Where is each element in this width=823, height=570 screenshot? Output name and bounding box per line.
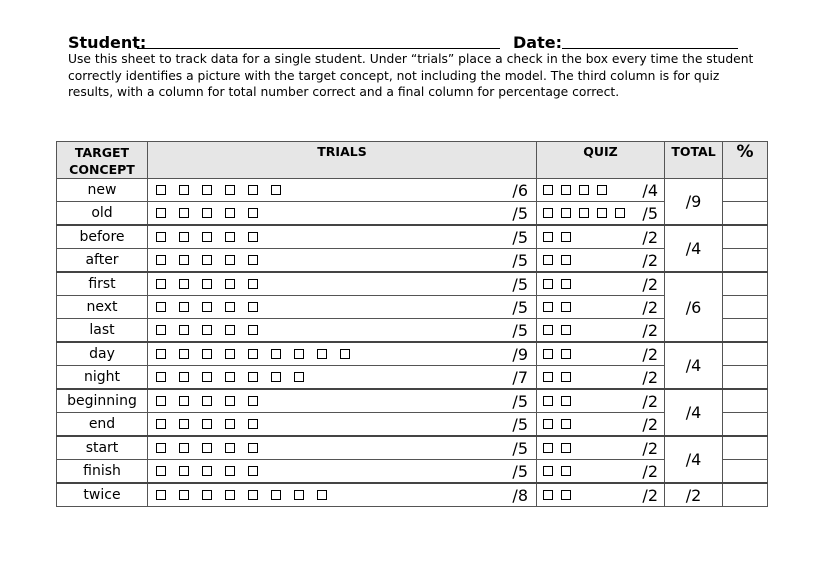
quiz-checkbox[interactable] xyxy=(543,232,553,242)
concept-cell: next xyxy=(57,296,148,319)
quiz-cell xyxy=(537,296,665,319)
trials-cell xyxy=(148,436,537,460)
percent-cell[interactable] xyxy=(723,483,768,507)
quiz-checkbox[interactable] xyxy=(543,255,553,265)
table-row xyxy=(57,413,768,437)
trials-outof: /5 xyxy=(512,320,528,340)
trial-checkbox[interactable] xyxy=(202,325,212,335)
trials-outof: /5 xyxy=(512,461,528,481)
percent-cell[interactable] xyxy=(723,296,768,319)
trial-checkbox[interactable] xyxy=(248,325,258,335)
trial-checkbox[interactable] xyxy=(156,490,166,500)
table-row xyxy=(57,460,768,484)
quiz-cell xyxy=(537,366,665,390)
trial-checkbox[interactable] xyxy=(225,325,235,335)
trial-checkbox[interactable] xyxy=(248,419,258,429)
trials-outof: /5 xyxy=(512,414,528,434)
trials-cell xyxy=(148,413,537,437)
trial-checkbox[interactable] xyxy=(179,232,189,242)
trial-checkbox[interactable] xyxy=(248,208,258,218)
quiz-outof: /2 xyxy=(642,438,658,458)
concept-cell: after xyxy=(57,249,148,273)
trial-checkbox[interactable] xyxy=(225,419,235,429)
quiz-checkbox[interactable] xyxy=(561,443,571,453)
trial-checkbox[interactable] xyxy=(179,419,189,429)
quiz-checkbox[interactable] xyxy=(561,396,571,406)
tracking-table xyxy=(56,141,768,507)
trials-cell xyxy=(148,460,537,484)
quiz-checkbox[interactable] xyxy=(543,466,553,476)
trial-checkbox[interactable] xyxy=(340,349,350,359)
trial-checkbox[interactable] xyxy=(248,396,258,406)
trial-checkbox[interactable] xyxy=(225,443,235,453)
quiz-cell xyxy=(537,319,665,343)
percent-cell[interactable] xyxy=(723,366,768,390)
trials-cell xyxy=(148,296,537,319)
quiz-checkbox[interactable] xyxy=(561,208,571,218)
table-row xyxy=(57,225,768,249)
trial-checkbox[interactable] xyxy=(156,208,166,218)
percent-cell[interactable] xyxy=(723,342,768,366)
percent-cell[interactable] xyxy=(723,389,768,413)
header-percent: % xyxy=(723,142,768,179)
trial-checkbox[interactable] xyxy=(202,443,212,453)
quiz-cell xyxy=(537,225,665,249)
table-row xyxy=(57,272,768,296)
trials-outof: /8 xyxy=(512,485,528,505)
quiz-checkbox[interactable] xyxy=(543,302,553,312)
trials-cell xyxy=(148,389,537,413)
table-row xyxy=(57,319,768,343)
quiz-cell xyxy=(537,483,665,507)
quiz-checkbox[interactable] xyxy=(561,490,571,500)
quiz-cell xyxy=(537,436,665,460)
trial-checkbox[interactable] xyxy=(225,185,235,195)
trial-checkbox[interactable] xyxy=(225,255,235,265)
total-cell: /4 xyxy=(665,225,723,272)
instructions: Use this sheet to track data for a single student. Under “trials” place a check in the box every time the student correctly identifies a picture with the target concept, not including the model. The third column is for quiz results, with a column for total number correct and a final column for percentage correct. xyxy=(68,52,754,99)
quiz-outof: /2 xyxy=(642,391,658,411)
quiz-outof: /2 xyxy=(642,485,658,505)
concept-cell: last xyxy=(57,319,148,343)
quiz-cell xyxy=(537,413,665,437)
quiz-checkbox[interactable] xyxy=(561,185,571,195)
concept-cell: new xyxy=(57,179,148,202)
trials-cell xyxy=(148,202,537,226)
percent-cell[interactable] xyxy=(723,202,768,226)
trial-checkbox[interactable] xyxy=(248,185,258,195)
trial-checkbox[interactable] xyxy=(225,490,235,500)
quiz-checkbox[interactable] xyxy=(561,255,571,265)
trial-checkbox[interactable] xyxy=(179,302,189,312)
total-cell: /2 xyxy=(665,483,723,507)
quiz-cell xyxy=(537,389,665,413)
trial-checkbox[interactable] xyxy=(248,302,258,312)
quiz-outof: /2 xyxy=(642,250,658,270)
quiz-checkbox[interactable] xyxy=(561,325,571,335)
table-body xyxy=(57,179,768,507)
quiz-checkbox[interactable] xyxy=(561,349,571,359)
quiz-checkbox[interactable] xyxy=(543,419,553,429)
quiz-checkbox[interactable] xyxy=(561,302,571,312)
trial-checkbox[interactable] xyxy=(317,349,327,359)
quiz-checkbox[interactable] xyxy=(597,185,607,195)
concept-cell: before xyxy=(57,225,148,249)
quiz-checkbox[interactable] xyxy=(561,279,571,289)
trial-checkbox[interactable] xyxy=(156,325,166,335)
trial-checkbox[interactable] xyxy=(179,208,189,218)
quiz-checkbox[interactable] xyxy=(597,208,607,218)
quiz-checkbox[interactable] xyxy=(561,232,571,242)
trial-checkbox[interactable] xyxy=(317,490,327,500)
trial-checkbox[interactable] xyxy=(225,466,235,476)
trial-checkbox[interactable] xyxy=(179,279,189,289)
quiz-checkbox[interactable] xyxy=(543,185,553,195)
percent-cell[interactable] xyxy=(723,460,768,484)
trial-checkbox[interactable] xyxy=(156,232,166,242)
trials-outof: /5 xyxy=(512,438,528,458)
quiz-outof: /4 xyxy=(642,180,658,200)
trials-cell xyxy=(148,179,537,202)
trials-outof: /5 xyxy=(512,274,528,294)
quiz-cell xyxy=(537,342,665,366)
trial-checkbox[interactable] xyxy=(156,349,166,359)
quiz-cell xyxy=(537,272,665,296)
quiz-outof: /2 xyxy=(642,320,658,340)
trial-checkbox[interactable] xyxy=(202,466,212,476)
percent-cell[interactable] xyxy=(723,249,768,273)
trial-checkbox[interactable] xyxy=(202,419,212,429)
header-target-concept: TARGET CONCEPT xyxy=(57,142,148,179)
trial-checkbox[interactable] xyxy=(179,490,189,500)
trial-checkbox[interactable] xyxy=(156,255,166,265)
trial-checkbox[interactable] xyxy=(248,279,258,289)
trial-checkbox[interactable] xyxy=(156,279,166,289)
trial-checkbox[interactable] xyxy=(156,466,166,476)
trial-checkbox[interactable] xyxy=(248,490,258,500)
trial-checkbox[interactable] xyxy=(156,443,166,453)
table-row xyxy=(57,436,768,460)
table-row xyxy=(57,179,768,202)
quiz-checkbox[interactable] xyxy=(543,279,553,289)
quiz-checkbox[interactable] xyxy=(615,208,625,218)
trials-outof: /5 xyxy=(512,227,528,247)
quiz-checkbox[interactable] xyxy=(579,185,589,195)
trial-checkbox[interactable] xyxy=(179,255,189,265)
trials-cell xyxy=(148,342,537,366)
trial-checkbox[interactable] xyxy=(156,185,166,195)
trials-outof: /7 xyxy=(512,367,528,387)
quiz-outof: /2 xyxy=(642,461,658,481)
trial-checkbox[interactable] xyxy=(202,396,212,406)
trials-outof: /5 xyxy=(512,297,528,317)
quiz-cell xyxy=(537,202,665,226)
trial-checkbox[interactable] xyxy=(202,208,212,218)
trial-checkbox[interactable] xyxy=(156,419,166,429)
trial-checkbox[interactable] xyxy=(156,372,166,382)
concept-cell: old xyxy=(57,202,148,226)
quiz-checkbox[interactable] xyxy=(579,208,589,218)
trial-checkbox[interactable] xyxy=(179,372,189,382)
percent-cell[interactable] xyxy=(723,436,768,460)
table-row xyxy=(57,342,768,366)
trial-checkbox[interactable] xyxy=(179,185,189,195)
total-cell: /9 xyxy=(665,179,723,226)
quiz-cell xyxy=(537,249,665,273)
trial-checkbox[interactable] xyxy=(179,325,189,335)
quiz-checkbox[interactable] xyxy=(543,443,553,453)
trial-checkbox[interactable] xyxy=(248,466,258,476)
trial-checkbox[interactable] xyxy=(271,372,281,382)
quiz-cell xyxy=(537,460,665,484)
concept-cell: beginning xyxy=(57,389,148,413)
trial-checkbox[interactable] xyxy=(179,396,189,406)
trial-checkbox[interactable] xyxy=(225,208,235,218)
date-line[interactable] xyxy=(562,48,738,49)
total-cell: /6 xyxy=(665,272,723,342)
quiz-checkbox[interactable] xyxy=(543,325,553,335)
trial-checkbox[interactable] xyxy=(202,185,212,195)
percent-cell[interactable] xyxy=(723,179,768,202)
concept-cell: start xyxy=(57,436,148,460)
quiz-outof: /2 xyxy=(642,297,658,317)
trial-checkbox[interactable] xyxy=(179,466,189,476)
table-row xyxy=(57,366,768,390)
quiz-checkbox[interactable] xyxy=(543,349,553,359)
quiz-checkbox[interactable] xyxy=(561,419,571,429)
quiz-checkbox[interactable] xyxy=(543,490,553,500)
trial-checkbox[interactable] xyxy=(225,396,235,406)
quiz-checkbox[interactable] xyxy=(561,372,571,382)
quiz-outof: /2 xyxy=(642,227,658,247)
quiz-checkbox[interactable] xyxy=(543,396,553,406)
total-cell: /4 xyxy=(665,342,723,389)
date-label: Date: xyxy=(513,33,562,52)
trial-checkbox[interactable] xyxy=(202,372,212,382)
trial-checkbox[interactable] xyxy=(248,232,258,242)
trial-checkbox[interactable] xyxy=(179,443,189,453)
concept-cell: end xyxy=(57,413,148,437)
trial-checkbox[interactable] xyxy=(248,255,258,265)
total-cell: /4 xyxy=(665,389,723,436)
trial-checkbox[interactable] xyxy=(202,232,212,242)
trial-checkbox[interactable] xyxy=(271,185,281,195)
quiz-outof: /2 xyxy=(642,274,658,294)
trial-checkbox[interactable] xyxy=(225,232,235,242)
trials-outof: /5 xyxy=(512,203,528,223)
trial-checkbox[interactable] xyxy=(294,490,304,500)
quiz-outof: /2 xyxy=(642,344,658,364)
trial-checkbox[interactable] xyxy=(271,349,281,359)
table-row xyxy=(57,202,768,226)
quiz-outof: /2 xyxy=(642,367,658,387)
trial-checkbox[interactable] xyxy=(225,279,235,289)
quiz-outof: /2 xyxy=(642,414,658,434)
trial-checkbox[interactable] xyxy=(202,302,212,312)
trial-checkbox[interactable] xyxy=(202,255,212,265)
trial-checkbox[interactable] xyxy=(156,302,166,312)
concept-cell: night xyxy=(57,366,148,390)
trials-outof: /5 xyxy=(512,250,528,270)
quiz-outof: /5 xyxy=(642,203,658,223)
trials-outof: /5 xyxy=(512,391,528,411)
trial-checkbox[interactable] xyxy=(294,349,304,359)
percent-cell[interactable] xyxy=(723,319,768,343)
quiz-checkbox[interactable] xyxy=(543,208,553,218)
table-row xyxy=(57,296,768,319)
trial-checkbox[interactable] xyxy=(179,349,189,359)
trials-cell xyxy=(148,366,537,390)
trials-outof: /6 xyxy=(512,180,528,200)
header-trials: TRIALS xyxy=(148,142,537,179)
trial-checkbox[interactable] xyxy=(225,372,235,382)
concept-cell: twice xyxy=(57,483,148,507)
trials-cell xyxy=(148,225,537,249)
trial-checkbox[interactable] xyxy=(202,279,212,289)
trial-checkbox[interactable] xyxy=(248,349,258,359)
total-cell: /4 xyxy=(665,436,723,483)
trials-cell xyxy=(148,272,537,296)
student-name-line[interactable] xyxy=(137,48,500,49)
table-row xyxy=(57,249,768,273)
concept-cell: finish xyxy=(57,460,148,484)
student-label: Student: xyxy=(68,33,147,52)
trials-outof: /9 xyxy=(512,344,528,364)
trial-checkbox[interactable] xyxy=(225,302,235,312)
trial-checkbox[interactable] xyxy=(202,490,212,500)
quiz-checkbox[interactable] xyxy=(543,372,553,382)
quiz-cell xyxy=(537,179,665,202)
percent-cell[interactable] xyxy=(723,225,768,249)
percent-cell[interactable] xyxy=(723,413,768,437)
trials-cell xyxy=(148,483,537,507)
trials-cell xyxy=(148,249,537,273)
table-row xyxy=(57,483,768,507)
trial-checkbox[interactable] xyxy=(225,349,235,359)
trial-checkbox[interactable] xyxy=(248,372,258,382)
header-quiz: QUIZ xyxy=(537,142,665,179)
trial-checkbox[interactable] xyxy=(248,443,258,453)
quiz-checkbox[interactable] xyxy=(561,466,571,476)
concept-cell: first xyxy=(57,272,148,296)
concept-cell: day xyxy=(57,342,148,366)
table-row xyxy=(57,389,768,413)
trial-checkbox[interactable] xyxy=(202,349,212,359)
trial-checkbox[interactable] xyxy=(271,490,281,500)
trial-checkbox[interactable] xyxy=(156,396,166,406)
header-total: TOTAL xyxy=(665,142,723,179)
percent-cell[interactable] xyxy=(723,272,768,296)
trial-checkbox[interactable] xyxy=(294,372,304,382)
trials-cell xyxy=(148,319,537,343)
